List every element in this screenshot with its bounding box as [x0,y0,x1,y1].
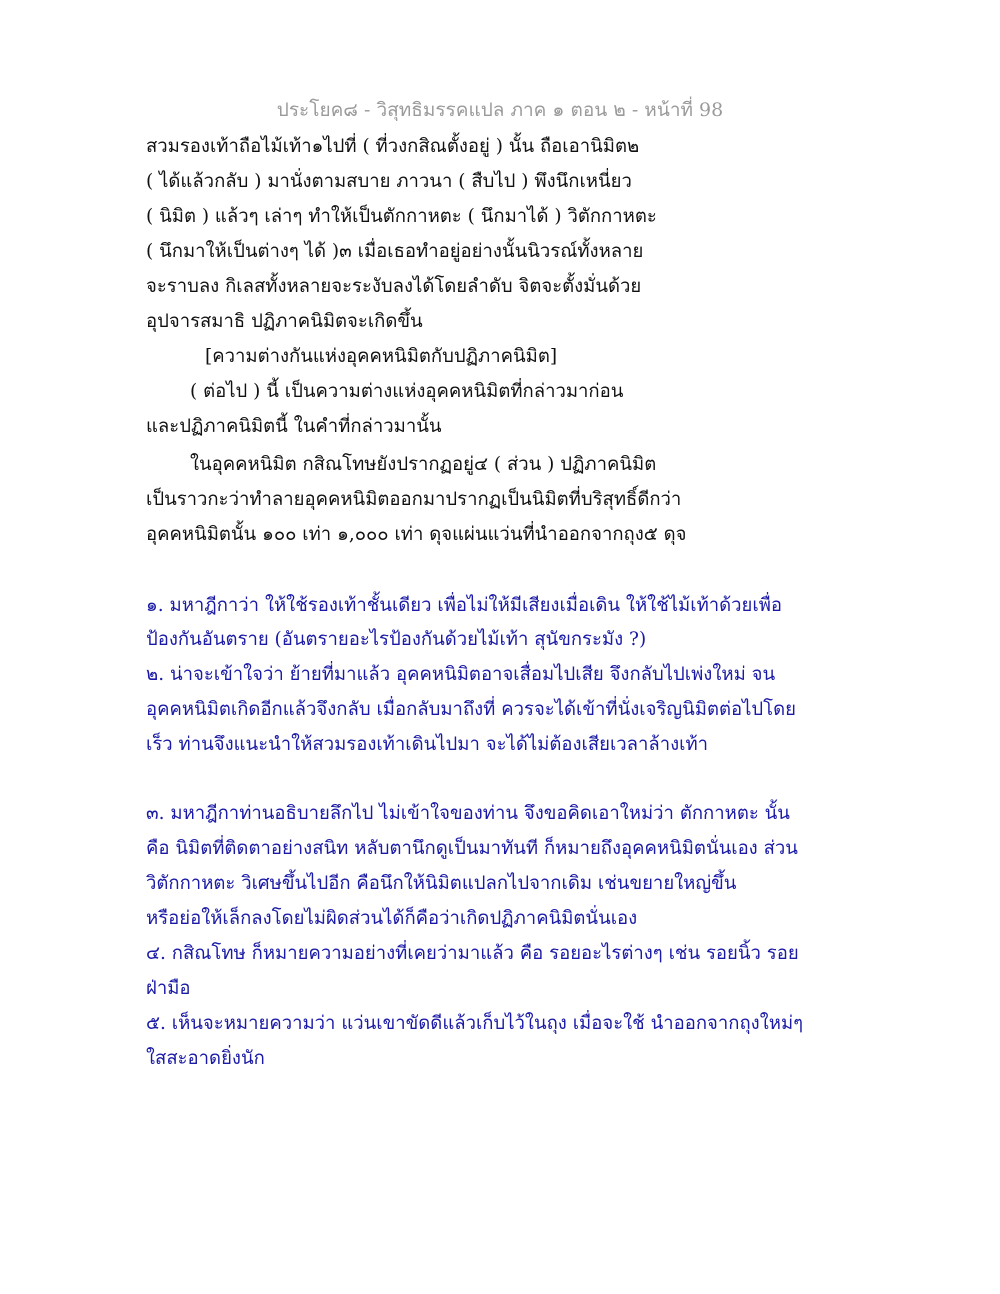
body-line: ( ได้แล้วกลับ ) มานั่งตามสบาย ภาวนา ( สืบไป ) พึงนึกเหนี่ยว [146,171,632,192]
body-line: สวมรองเท้าถือไม้เท้า๑ไปที่ ( ที่วงกสิณตั้งอยู่ ) นั้น ถือเอานิมิต๒ [146,136,640,157]
footnote-line: ๕. เห็นจะหมายความว่า แว่นเขาขัดดีแล้วเก็บไว้ในถุง เมื่อจะใช้ นำออกจากถุงใหม่ๆ [146,1013,804,1034]
footnote-line: เร็ว ท่านจึงแนะนำให้สวมรองเท้าเดินไปมา จะได้ไม่ต้องเสียเวลาล้างเท้า [146,734,709,755]
section-heading: [ความต่างกันแห่งอุคคหนิมิตกับปฏิภาคนิมิต] [205,346,558,367]
body-line: จะราบลง กิเลสทั้งหลายจะระงับลงได้โดยลำดับ จิตจะตั้งมั่นด้วย [146,276,642,297]
body-line: ( นึกมาให้เป็นต่างๆ ได้ )๓ เมื่อเธอทำอยู่อย่างนั้นนิวรณ์ทั้งหลาย [146,241,644,262]
body-line: และปฏิภาคนิมิตนี้ ในคำที่กล่าวมานั้น [146,416,442,437]
footnote-line: ใสสะอาดยิ่งนัก [146,1048,265,1069]
footnote-line: หรือย่อให้เล็กลงโดยไม่ผิดส่วนได้ก็คือว่าเกิดปฏิภาคนิมิตนั่นเอง [146,908,638,929]
body-line: เป็นราวกะว่าทำลายอุคคหนิมิตออกมาปรากฏเป็นนิมิตที่บริสุทธิ์ดีกว่า [146,489,682,510]
footnote-line: ๒. น่าจะเข้าใจว่า ย้ายที่มาแล้ว อุคคหนิมิตอาจเสื่อมไปเสีย จึงกลับไปเพ่งใหม่ จน [146,664,776,685]
footnote-line: ฝ่ามือ [146,978,191,999]
footnote-line: ๑. มหาฎีกาว่า ให้ใช้รองเท้าชั้นเดียว เพื่อไม่ให้มีเสียงเมื่อเดิน ให้ใช้ไม้เท้าด้วยเพื่อ [146,595,783,616]
body-line: ในอุคคหนิมิต กสิณโทษยังปรากฏอยู่๔ ( ส่วน ) ปฏิภาคนิมิต [190,454,657,475]
page-header: ประโยค๘ - วิสุทธิมรรคแปล ภาค ๑ ตอน ๒ - หน้าที่ 98 [276,99,724,121]
body-line: อุปจารสมาธิ ปฏิภาคนิมิตจะเกิดขึ้น [146,311,423,332]
footnote-line: ๓. มหาฎีกาท่านอธิบายลึกไป ไม่เข้าใจของท่าน จึงขอคิดเอาใหม่ว่า ตักกาหตะ นั้น [146,803,790,824]
footnote-line: คือ นิมิตที่ติดตาอย่างสนิท หลับตานึกดูเป็นมาทันที ก็หมายถึงอุคคหนิมิตนั่นเอง ส่วน [146,838,798,859]
footnote-line: ๔. กสิณโทษ ก็หมายความอย่างที่เคยว่ามาแล้ว คือ รอยอะไรต่างๆ เช่น รอยนิ้ว รอย [146,943,799,964]
footnote-line: วิตักกาหตะ วิเศษขึ้นไปอีก คือนึกให้นิมิตแปลกไปจากเดิม เช่นขยายใหญ่ขึ้น [146,873,737,894]
body-line: อุคคหนิมิตนั้น ๑๐๐ เท่า ๑,๐๐๐ เท่า ดุจแผ่นแว่นที่นำออกจากถุง๕ ดุจ [146,524,687,545]
body-line: ( ต่อไป ) นี้ เป็นความต่างแห่งอุคคหนิมิตที่กล่าวมาก่อน [190,381,624,402]
footnote-line: อุคคหนิมิตเกิดอีกแล้วจึงกลับ เมื่อกลับมาถึงที่ ควรจะได้เข้าที่นั่งเจริญนิมิตต่อไปโดย [146,699,796,720]
body-line: ( นิมิต ) แล้วๆ เล่าๆ ทำให้เป็นตักกาหตะ ( นึกมาได้ ) วิตักกาหตะ [146,206,657,227]
footnote-line: ป้องกันอันตราย (อันตรายอะไรป้องกันด้วยไม้เท้า สุนัขกระมัง ?) [146,629,647,650]
